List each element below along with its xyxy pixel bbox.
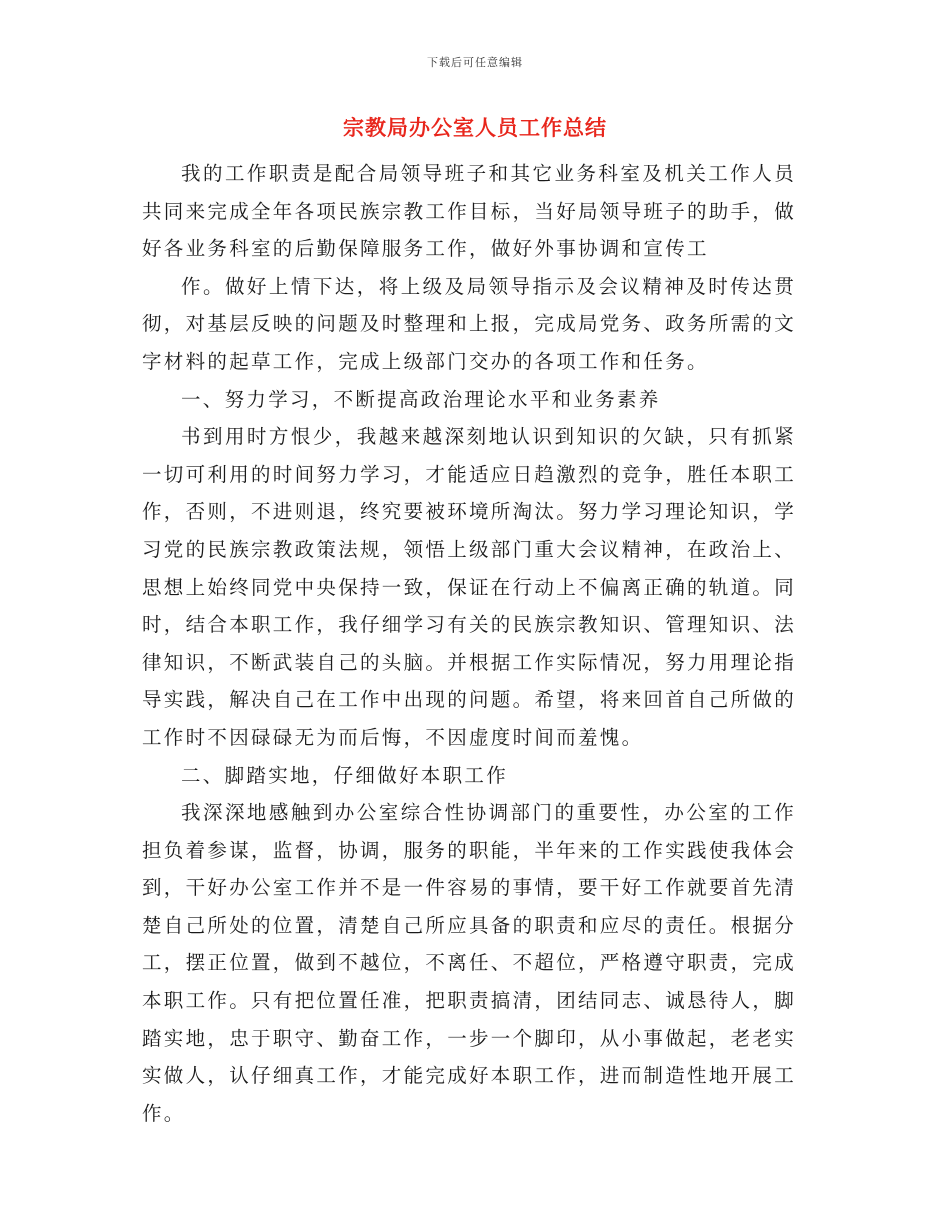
paragraph-duties: 我的工作职责是配合局领导班子和其它业务科室及机关工作人员共同来完成全年各项民族宗教工作目标，当好局领导班子的助手，做好各业务科室的后勤保障服务工作，做好外事协调和宣传工	[142, 162, 797, 261]
section-heading-study: 一、努力学习，不断提高政治理论水平和业务素养	[181, 387, 661, 411]
header-note: 下载后可任意编辑	[427, 56, 523, 69]
paragraph-study: 书到用时方恨少，我越来越深刻地认识到知识的欠缺，只有抓紧一切可利用的时间努力学习，才能适应日趋激烈的竞争，胜任本职工作，否则，不进则退，终究要被环境所淘汰。努力学习理论知识，学习党的民族宗教政策法规，领悟上级部门重大会议精神，在政治上、思想上始终同党中央保持一致，保证在行动上不偏离正确的轨道。同时，结合本职工作，我仔细学习有关的民族宗教知识、管理知识、法律知识，不断武装自己的头脑。并根据工作实际情况，努力用理论指导实践，解决自己在工作中出现的问题。希望，将来回首自己所做的工作时不因碌碌无为而后悔，不因虚度时间而羞愧。	[142, 425, 797, 749]
paragraph-duties-continued: 作。做好上情下达，将上级及局领导指示及会议精神及时传达贯彻，对基层反映的问题及时整理和上报，完成局党务、政务所需的文字材料的起草工作，完成上级部门交办的各项工作和任务。	[142, 274, 797, 373]
paragraph-work: 我深深地感触到办公室综合性协调部门的重要性，办公室的工作担负着参谋，监督，协调，服务的职能，半年来的工作实践使我体会到，干好办公室工作并不是一件容易的事情，要干好工作就要首先清楚自己所处的位置，清楚自己所应具备的职责和应尽的责任。根据分工，摆正位置，做到不越位，不离任、不超位，严格遵守职责，完成本职工作。只有把位置任准，把职责搞清，团结同志、诚恳待人，脚踏实地，忠于职守、勤奋工作，一步一个脚印，从小事做起，老老实实做人，认仔细真工作，才能完成好本职工作，进而制造性地开展工作。	[142, 801, 797, 1125]
section-heading-work: 二、脚踏实地，仔细做好本职工作	[181, 763, 509, 787]
document-title: 宗教局办公室人员工作总结	[343, 115, 607, 140]
document-body	[142, 155, 796, 1132]
